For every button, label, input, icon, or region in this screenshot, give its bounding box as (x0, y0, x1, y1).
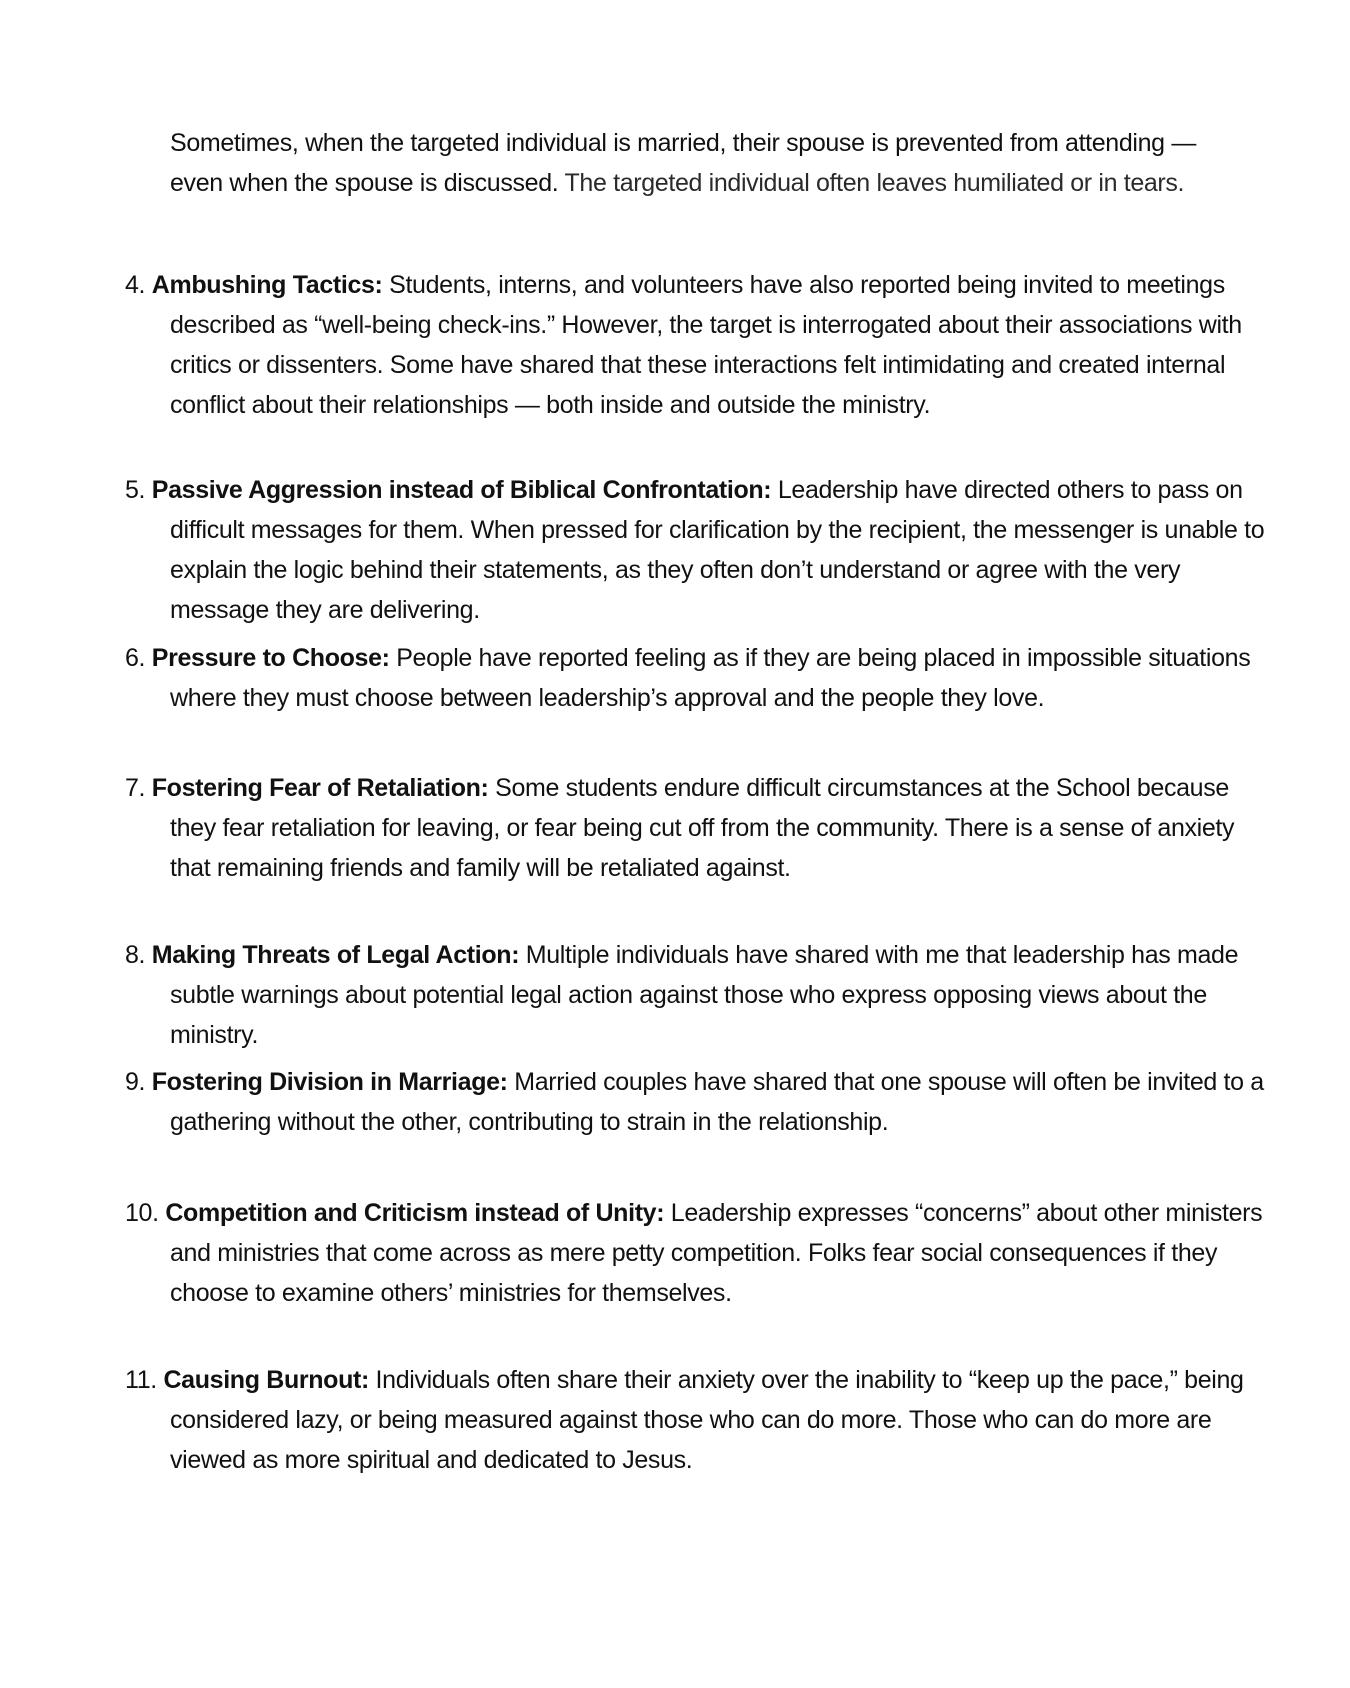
item-text: Multiple individuals have shared with me that leadership has made subtle warnings about potential legal action against those who express opposing views about the ministry. (170, 941, 1239, 1049)
item-number: 11. (125, 1366, 157, 1394)
list-item (125, 265, 1270, 425)
continuation-text-tail: The targeted individual often leaves humiliated or in tears. (558, 169, 1185, 197)
list-item (125, 1062, 1270, 1142)
item-text: Married couples have shared that one spouse will often be invited to a gathering without the other, contributing to strain in the relationship. (170, 1068, 1264, 1136)
item-term: Pressure to Choose: (151, 644, 390, 672)
continuation-text: Sometimes, when the targeted individual is married, their spouse is prevented from attending — even when the spouse is discussed. (170, 129, 1196, 197)
list-item (125, 768, 1270, 888)
list-item (125, 1360, 1270, 1480)
continuation-paragraph (170, 123, 1230, 203)
item-text: Some students endure difficult circumstances at the School because they fear retaliation for leaving, or fear being cut off from the community. There is a sense of anxiety that remaining friends and family will be retaliated against. (170, 774, 1235, 882)
item-text: Students, interns, and volunteers have also reported being invited to meetings described as “well-being check-ins.” However, the target is interrogated about their associations with critics or dissenters. Some have shared that these interactions felt intimidating and created internal conflict about their relationships — both inside and outside the ministry. (170, 271, 1242, 419)
item-number: 10. (125, 1199, 159, 1227)
item-term: Making Threats of Legal Action: (151, 941, 520, 969)
item-text: Individuals often share their anxiety over the inability to “keep up the pace,” being considered lazy, or being measured against those who can do more. Those who can do more are viewed as more spiritual and dedicated to Jesus. (170, 1366, 1244, 1474)
item-number: 8. (125, 941, 146, 969)
item-text: Leadership expresses “concerns” about other ministers and ministries that come across as mere petty competition. Folks fear social consequences if they choose to examine others’ ministries for themselves. (170, 1199, 1263, 1307)
list-item (125, 935, 1270, 1055)
item-term: Causing Burnout: (163, 1366, 369, 1394)
list-item (125, 1193, 1270, 1313)
item-number: 9. (125, 1068, 146, 1096)
item-term: Fostering Fear of Retaliation: (151, 774, 489, 802)
item-number: 4. (125, 271, 146, 299)
item-number: 6. (125, 644, 146, 672)
list-item (125, 470, 1270, 630)
item-term: Fostering Division in Marriage: (151, 1068, 508, 1096)
list-item (125, 638, 1270, 718)
item-text: Leadership have directed others to pass on difficult messages for them. When pressed for clarification by the recipient, the messenger is unable to explain the logic behind their statements, as they often don’t understand or agree with the very message they are delivering. (170, 476, 1265, 624)
item-term: Ambushing Tactics: (151, 271, 383, 299)
item-text: People have reported feeling as if they are being placed in impossible situations where they must choose between leadership’s approval and the people they love. (170, 644, 1251, 712)
item-number: 7. (125, 774, 146, 802)
item-number: 5. (125, 476, 146, 504)
item-term: Competition and Criticism instead of Unity: (165, 1199, 665, 1227)
item-term: Passive Aggression instead of Biblical Confrontation: (151, 476, 772, 504)
